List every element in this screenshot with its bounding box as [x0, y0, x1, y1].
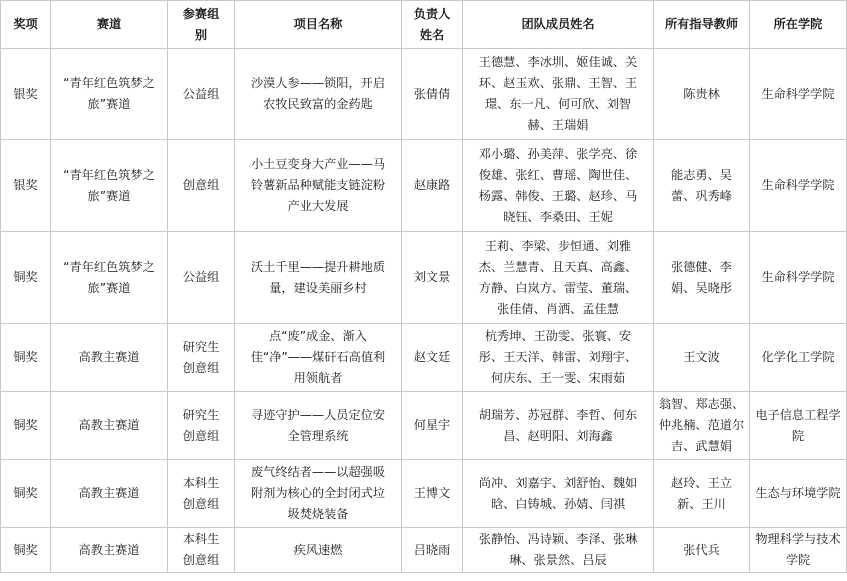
table-header-row [1, 1, 847, 49]
header-members: 团队成员姓名 [463, 1, 654, 49]
group-cell: 研究生创意组 [168, 324, 235, 392]
table-row [1, 460, 847, 528]
award-cell: 铜奖 [1, 460, 51, 528]
members-cell: 王德慧、李冰圳、姬佳诚、关环、赵玉欢、张鼎、王智、王璟、东一凡、何可欣、刘智赫、王瑞娟 [463, 49, 654, 140]
project-cell: 小土豆变身大产业——马铃薯新品种赋能支链淀粉产业大发展 [235, 140, 402, 232]
group-cell: 公益组 [168, 232, 235, 324]
teachers-cell: 陈贵林 [654, 49, 750, 140]
table-row [1, 49, 847, 140]
table-row [1, 528, 847, 573]
college-cell: 物理科学与技术学院 [750, 528, 847, 573]
award-cell: 铜奖 [1, 392, 51, 460]
leader-cell: 刘文景 [402, 232, 463, 324]
college-cell: 生态与环境学院 [750, 460, 847, 528]
project-cell: 疾风速燃 [235, 528, 402, 573]
header-track: 赛道 [51, 1, 168, 49]
track-cell: 高教主赛道 [51, 528, 168, 573]
track-cell: “青年红色筑梦之旅”赛道 [51, 140, 168, 232]
leader-cell: 赵文廷 [402, 324, 463, 392]
leader-cell: 张倩倩 [402, 49, 463, 140]
college-cell: 生命科学学院 [750, 49, 847, 140]
table-row [1, 140, 847, 232]
members-cell: 尚冲、刘嘉宇、刘舒怡、魏如晗、白铸城、孙婧、闫祺 [463, 460, 654, 528]
table-row [1, 392, 847, 460]
teachers-cell: 能志勇、吴蕾、巩秀峰 [654, 140, 750, 232]
project-cell: 沙漠人参——锁阳，开启农牧民致富的金药匙 [235, 49, 402, 140]
group-cell: 研究生创意组 [168, 392, 235, 460]
members-cell: 胡瑞芳、苏冠群、李哲、何东昌、赵明阳、刘海鑫 [463, 392, 654, 460]
leader-cell: 王博文 [402, 460, 463, 528]
group-cell: 本科生创意组 [168, 460, 235, 528]
members-cell: 杭秀坤、王劭雯、张寰、安彤、王天洋、韩雷、刘翔宇、何庆东、王一雯、宋雨茹 [463, 324, 654, 392]
members-cell: 王莉、李梁、步恒通、刘雅杰、兰慧青、且天真、高鑫、方静、白岚方、雷莹、董瑞、张佳倩、肖洒、孟佳慧 [463, 232, 654, 324]
award-cell: 铜奖 [1, 324, 51, 392]
group-cell: 本科生创意组 [168, 528, 235, 573]
teachers-cell: 张德健、李娟、吴晓彤 [654, 232, 750, 324]
award-cell: 银奖 [1, 49, 51, 140]
header-group: 参赛组别 [168, 1, 235, 49]
award-cell: 银奖 [1, 140, 51, 232]
track-cell: 高教主赛道 [51, 324, 168, 392]
award-cell: 铜奖 [1, 232, 51, 324]
college-cell: 化学化工学院 [750, 324, 847, 392]
teachers-cell: 翁智、郑志强、仲兆楠、范道尔吉、武慧娟 [654, 392, 750, 460]
members-cell: 邓小璐、孙美萍、张学亮、徐俊雄、张红、曹瑶、陶世佳、杨露、韩俊、王璐、赵珍、马晓钰、李桑田、王妮 [463, 140, 654, 232]
header-teachers: 所有指导教师 [654, 1, 750, 49]
track-cell: 高教主赛道 [51, 460, 168, 528]
teachers-cell: 赵玲、王立新、王川 [654, 460, 750, 528]
leader-cell: 赵康路 [402, 140, 463, 232]
header-award: 奖项 [1, 1, 51, 49]
table-row [1, 324, 847, 392]
project-cell: 点“废”成金、渐入佳“净”——煤矸石高值利用领航者 [235, 324, 402, 392]
header-college: 所在学院 [750, 1, 847, 49]
project-cell: 沃土千里——提升耕地质量，建设美丽乡村 [235, 232, 402, 324]
teachers-cell: 张代兵 [654, 528, 750, 573]
track-cell: “青年红色筑梦之旅”赛道 [51, 232, 168, 324]
header-project: 项目名称 [235, 1, 402, 49]
college-cell: 电子信息工程学院 [750, 392, 847, 460]
track-cell: 高教主赛道 [51, 392, 168, 460]
college-cell: 生命科学学院 [750, 232, 847, 324]
group-cell: 创意组 [168, 140, 235, 232]
teachers-cell: 王文波 [654, 324, 750, 392]
leader-cell: 何星宇 [402, 392, 463, 460]
members-cell: 张静怡、冯诗颖、李泽、张琳琳、张景然、吕辰 [463, 528, 654, 573]
track-cell: “青年红色筑梦之旅”赛道 [51, 49, 168, 140]
leader-cell: 吕晓雨 [402, 528, 463, 573]
award-cell: 铜奖 [1, 528, 51, 573]
project-cell: 废气终结者——以超强吸附剂为核心的全封闭式垃圾焚烧装备 [235, 460, 402, 528]
group-cell: 公益组 [168, 49, 235, 140]
table-row [1, 232, 847, 324]
project-cell: 寻迹守护——人员定位安全管理系统 [235, 392, 402, 460]
college-cell: 生命科学学院 [750, 140, 847, 232]
header-leader: 负责人姓名 [402, 1, 463, 49]
